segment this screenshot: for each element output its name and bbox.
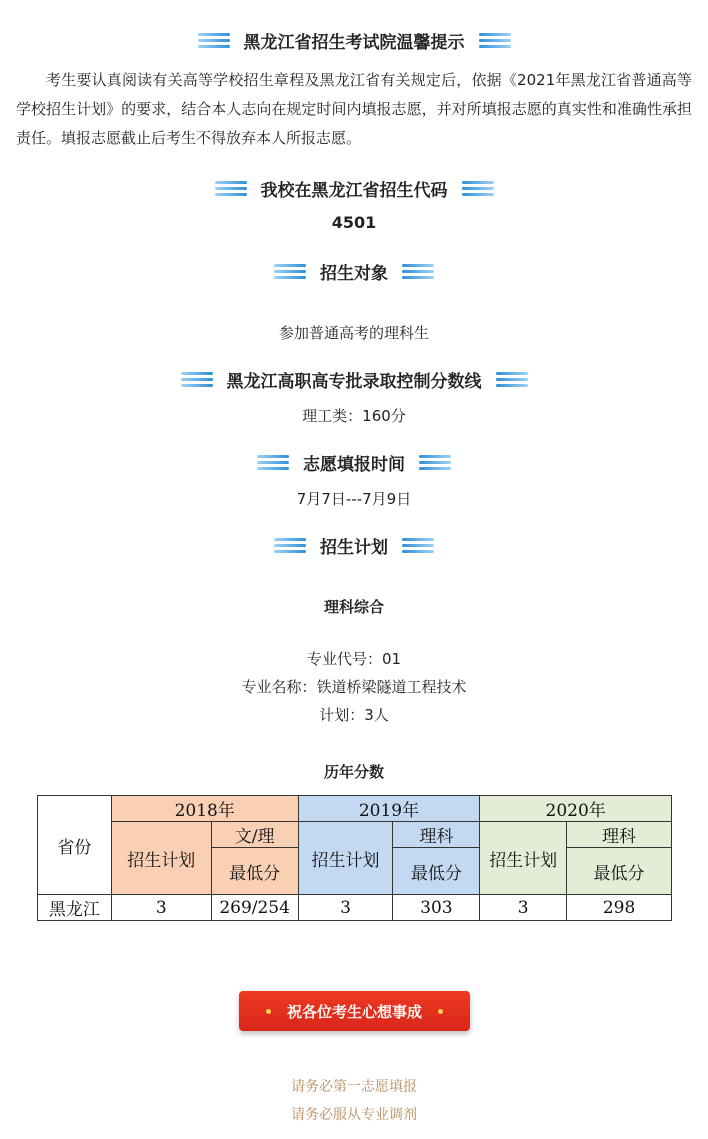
control-line-text: 理工类：160分 (302, 407, 406, 425)
heading-target (0, 259, 708, 283)
heading-decor-right-icon (479, 33, 511, 48)
dot-right-icon (438, 1009, 443, 1014)
major-code: 专业代号：01 (306, 650, 402, 668)
min-2018-value: 269/254 (211, 895, 298, 921)
plan-2019-header: 招生计划 (298, 822, 393, 895)
province-cell: 黑龙江 (38, 895, 112, 921)
min-2020-header: 最低分 (567, 848, 672, 895)
plan-2018-value: 3 (111, 895, 211, 921)
plan-2019-value: 3 (298, 895, 393, 921)
heading-plan (0, 533, 708, 557)
min-2019-header: 最低分 (393, 848, 480, 895)
good-luck-text: 祝各位考生心想事成 (286, 1002, 422, 1021)
heading-tips (0, 28, 708, 52)
heading-decor-right-icon (402, 538, 434, 553)
heading-plan-text: 招生计划 (320, 537, 388, 558)
heading-code-text: 我校在黑龙江省招生代码 (260, 180, 448, 201)
heading-target-text: 招生对象 (320, 263, 388, 284)
subject-2020: 理科 (567, 822, 672, 848)
heading-decor-right-icon (402, 264, 434, 279)
fill-time-text: 7月7日---7月9日 (296, 490, 412, 508)
heading-decor-right-icon (419, 455, 451, 470)
plan-2020-value: 3 (480, 895, 567, 921)
heading-fill-time (0, 450, 708, 474)
year-2020-header: 2020年 (480, 796, 672, 822)
history-title: 历年分数 (323, 763, 384, 781)
heading-control-line (0, 367, 708, 391)
heading-fill-time-text: 志愿填报时间 (303, 454, 405, 475)
note-adjustment: 请务必服从专业调剂 (291, 1107, 417, 1123)
plan-2020-header: 招生计划 (480, 822, 567, 895)
major-name: 专业名称：铁道桥梁隧道工程技术 (241, 678, 467, 696)
year-2019-header: 2019年 (298, 796, 480, 822)
plan-quota: 计划：3人 (319, 706, 389, 724)
school-code: 4501 (331, 213, 377, 232)
heading-decor-left-icon (215, 181, 247, 196)
history-score-table (37, 795, 672, 921)
heading-tips-text: 黑龙江省招生考试院温馨提示 (243, 32, 465, 53)
heading-decor-right-icon (462, 181, 494, 196)
good-luck-banner (239, 991, 470, 1031)
heading-decor-left-icon (257, 455, 289, 470)
heading-control-line-text: 黑龙江高职高专批录取控制分数线 (226, 371, 482, 392)
min-2018-header: 最低分 (211, 848, 298, 895)
subject-2018: 文/理 (211, 822, 298, 848)
dot-left-icon (266, 1009, 271, 1014)
plan-category: 理科综合 (323, 598, 384, 616)
min-2019-value: 303 (393, 895, 480, 921)
target-text: 参加普通高考的理科生 (278, 324, 429, 342)
intro-paragraph: 考生要认真阅读有关高等学校招生章程及黑龙江省有关规定后，依据《2021年黑龙江省普通高等学校招生计划》的要求，结合本人志向在规定时间内填报志愿，并对所填报志愿的真实性和准确性承担责任。填报志愿截止后考生不得放弃本人所报志愿。 (16, 71, 692, 147)
heading-decor-left-icon (198, 33, 230, 48)
heading-decor-left-icon (181, 372, 213, 387)
heading-decor-right-icon (496, 372, 528, 387)
heading-code (0, 176, 708, 200)
note-first-choice: 请务必第一志愿填报 (291, 1079, 417, 1095)
subject-2019: 理科 (393, 822, 480, 848)
heading-decor-left-icon (274, 264, 306, 279)
year-2018-header: 2018年 (111, 796, 298, 822)
plan-2018-header: 招生计划 (111, 822, 211, 895)
heading-decor-left-icon (274, 538, 306, 553)
min-2020-value: 298 (567, 895, 672, 921)
province-header: 省份 (38, 796, 112, 895)
